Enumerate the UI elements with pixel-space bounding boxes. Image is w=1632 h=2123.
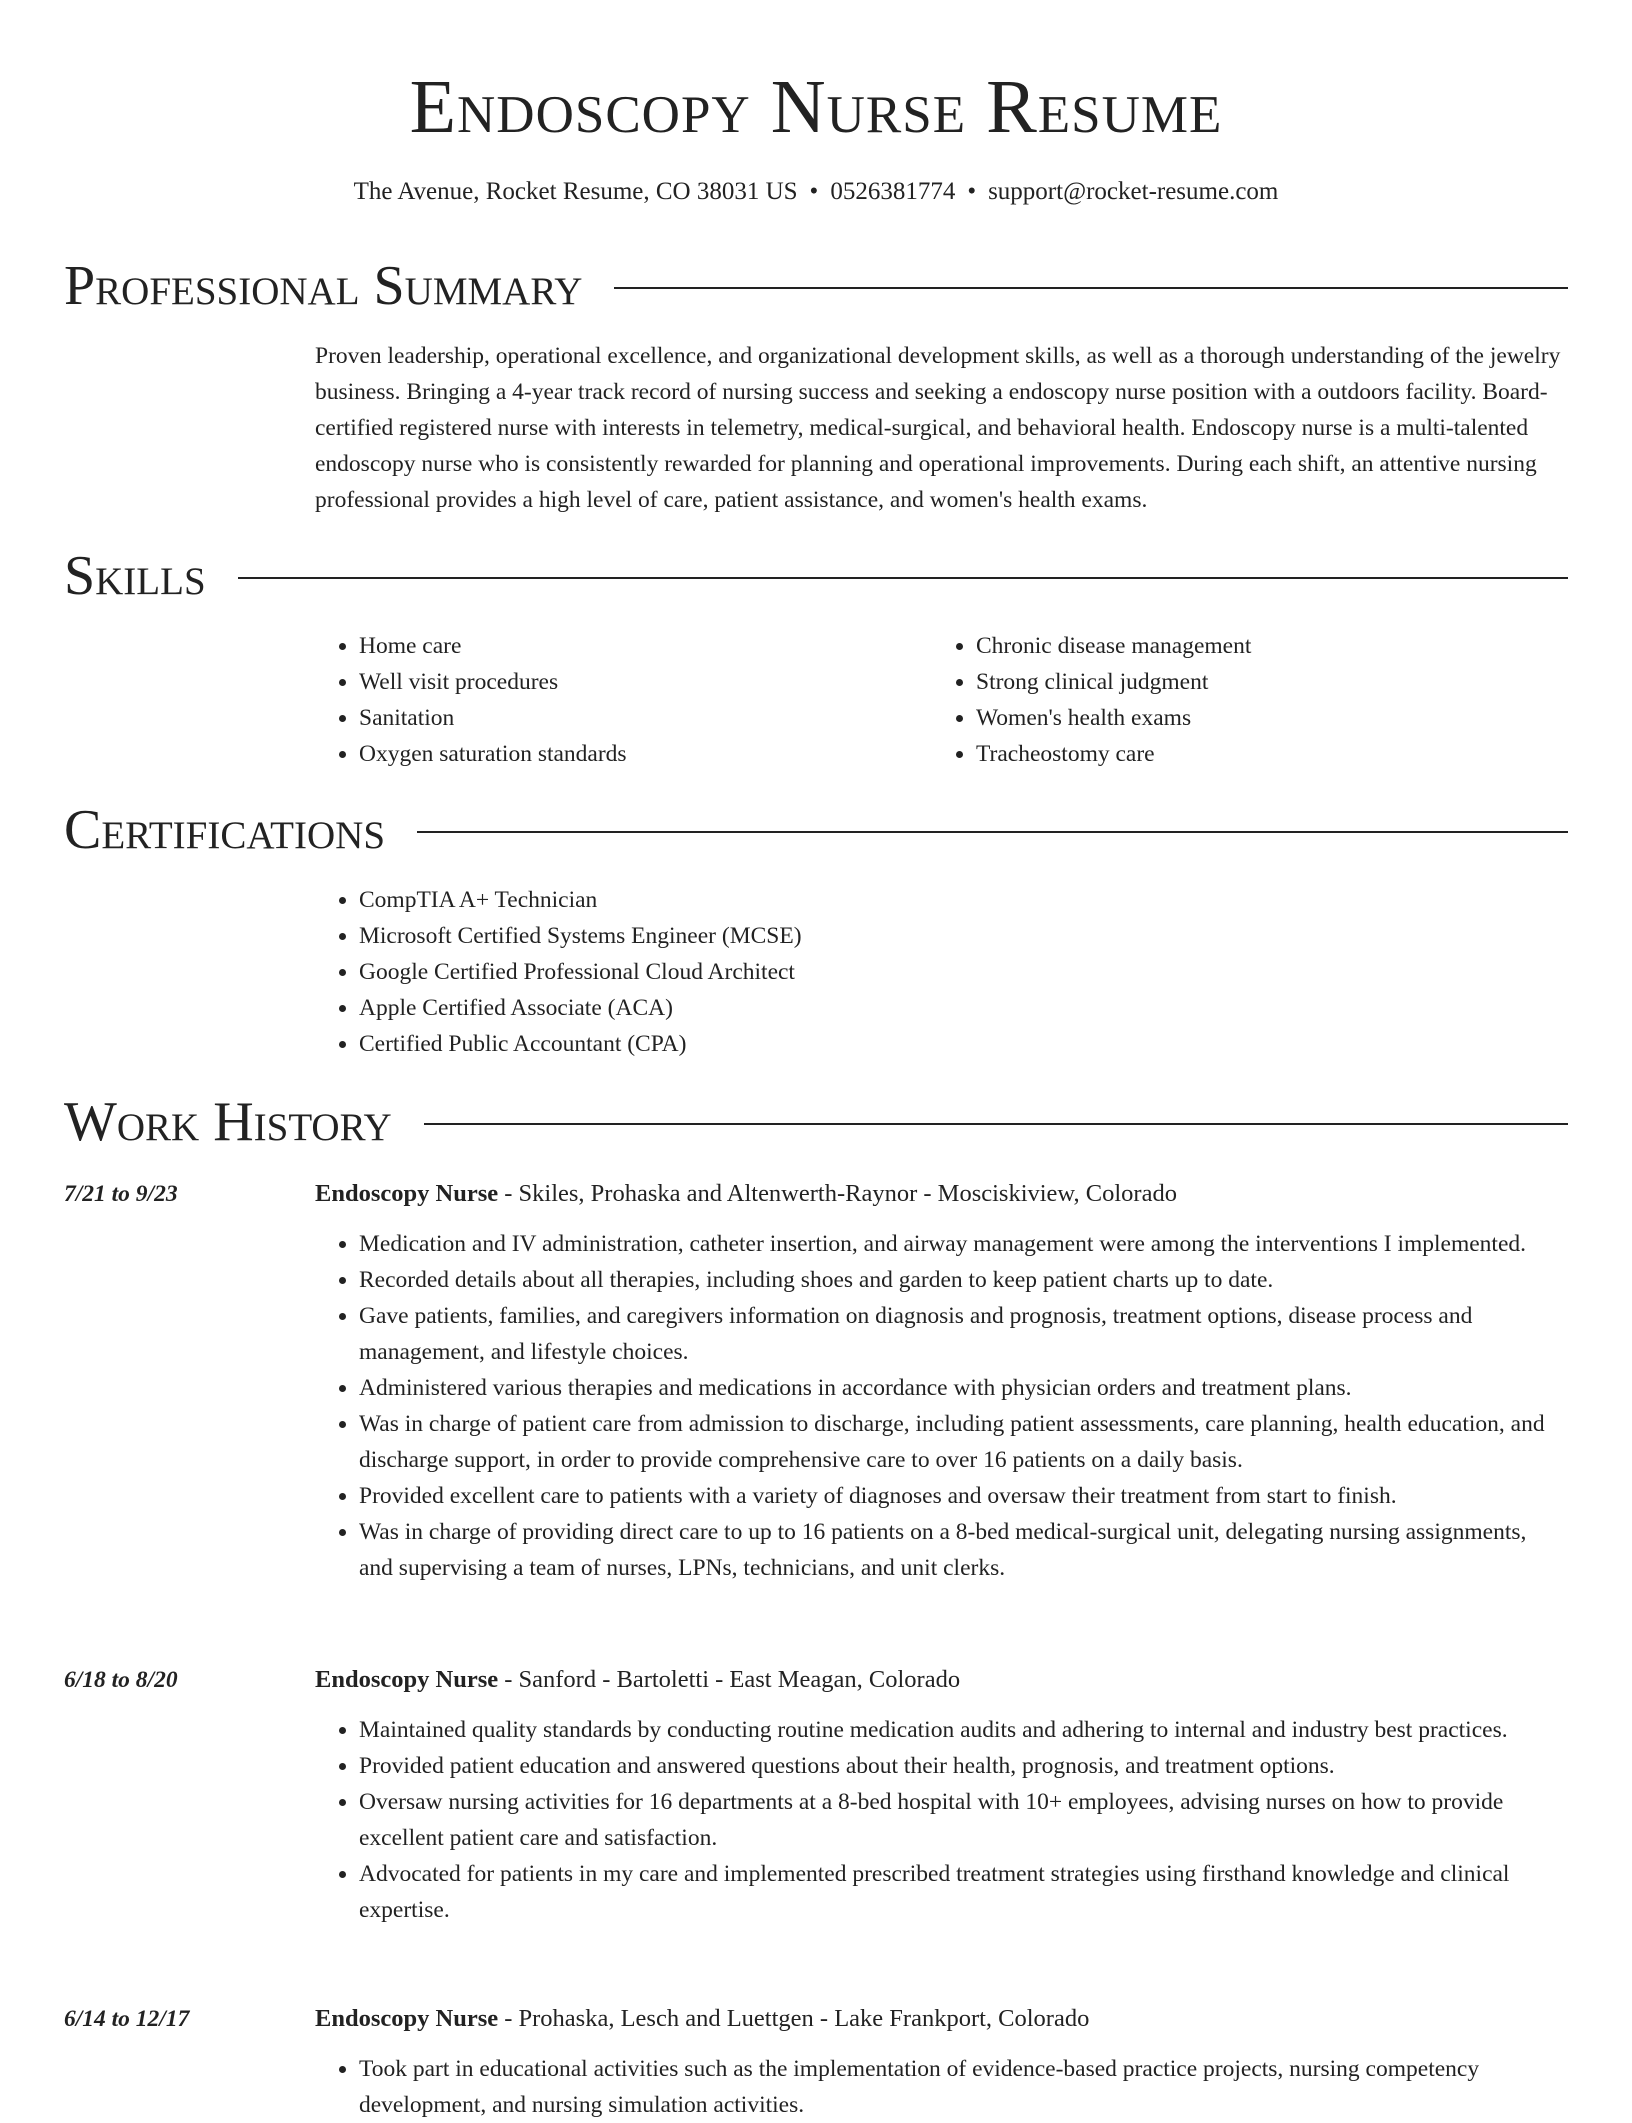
skills-column-right [932, 628, 1532, 772]
section-title: Work History [64, 1091, 392, 1153]
job-role: Endoscopy Nurse [315, 2005, 499, 2032]
contact-line [0, 176, 1632, 208]
job-dates: 6/18 to 8/20 [64, 1667, 178, 1693]
job-heading [315, 1176, 1565, 1212]
section-title: Skills [64, 545, 206, 607]
section-title: Professional Summary [64, 255, 583, 317]
contact-separator: • [809, 178, 819, 205]
job-details: - Sanford - Bartoletti - East Meagan, Colorado [498, 1666, 961, 1693]
skill-item: • Well visit procedures [359, 664, 915, 700]
duty-item: • Took part in educational activities such as the implementation of evidence-based practice projects, nursing competency development, and nursing simulation activities. [359, 2051, 1565, 2123]
duty-item: • Maintained quality standards by conducting routine medication audits and adhering to internal and industry best practices. [359, 1712, 1565, 1748]
job-role: Endoscopy Nurse [315, 1666, 499, 1693]
duty-item: • Recorded details about all therapies, including shoes and garden to keep patient charts up to date. [359, 1262, 1565, 1298]
section-divider [238, 577, 1568, 579]
duty-item: • Oversaw nursing activities for 16 departments at a 8-bed hospital with 10+ employees, advising nurses on how to provide excellent patient care and satisfaction. [359, 1784, 1565, 1856]
job-duties [315, 2051, 1565, 2123]
job-heading [315, 2001, 1565, 2037]
job-heading [315, 1662, 1565, 1698]
certification-item: • Certified Public Accountant (CPA) [359, 1026, 1565, 1062]
resume-title: Endoscopy Nurse Resume [409, 65, 1223, 149]
section-professional-summary [64, 254, 1568, 318]
skill-item: • Sanitation [359, 700, 915, 736]
job-duties [315, 1712, 1565, 1928]
contact-phone: 0526381774 [830, 178, 956, 205]
job-dates: 6/14 to 12/17 [64, 2006, 190, 2032]
duty-item: • Gave patients, families, and caregivers information on diagnosis and prognosis, treatment options, disease process and management, and lifestyle choices. [359, 1298, 1565, 1370]
section-divider [424, 1123, 1568, 1125]
job-details: - Skiles, Prohaska and Altenwerth-Raynor - Mosciskiview, Colorado [498, 1180, 1177, 1207]
job-role: Endoscopy Nurse [315, 1180, 499, 1207]
section-certifications [64, 798, 1568, 862]
contact-address: The Avenue, Rocket Resume, CO 38031 US [353, 178, 798, 205]
certification-item: • Microsoft Certified Systems Engineer (MCSE) [359, 918, 1565, 954]
certifications-list [315, 882, 1565, 1062]
contact-email: support@rocket-resume.com [988, 178, 1279, 205]
certification-item: • Google Certified Professional Cloud Architect [359, 954, 1565, 990]
duty-item: • Advocated for patients in my care and implemented prescribed treatment strategies using firsthand knowledge and clinical expertise. [359, 1856, 1565, 1928]
skill-item: • Tracheostomy care [976, 736, 1532, 772]
duty-item: • Provided excellent care to patients with a variety of diagnoses and oversaw their treatment from start to finish. [359, 1478, 1565, 1514]
skill-item: • Chronic disease management [976, 628, 1532, 664]
duty-item: • Medication and IV administration, catheter insertion, and airway management were among the interventions I implemented. [359, 1226, 1565, 1262]
section-title: Certifications [64, 799, 386, 861]
section-divider [417, 831, 1568, 833]
duty-item: • Administered various therapies and medications in accordance with physician orders and treatment plans. [359, 1370, 1565, 1406]
skills-column-left [315, 628, 915, 772]
job-duties [315, 1226, 1565, 1586]
skill-item: • Women's health exams [976, 700, 1532, 736]
duty-item: • Provided patient education and answered questions about their health, prognosis, and treatment options. [359, 1748, 1565, 1784]
skill-item: • Strong clinical judgment [976, 664, 1532, 700]
section-work-history [64, 1090, 1568, 1154]
contact-separator: • [967, 178, 977, 205]
job-dates: 7/21 to 9/23 [64, 1181, 178, 1207]
duty-item: • Was in charge of providing direct care to up to 16 patients on a 8-bed medical-surgical unit, delegating nursing assignments, and supervising a team of nurses, LPNs, technicians, and unit clerks. [359, 1514, 1565, 1586]
section-skills [64, 544, 1568, 608]
summary-text: Proven leadership, operational excellence, and organizational development skills, as well as a thorough understanding of the jewelry business. Bringing a 4-year track record of nursing success and seeking a endoscopy nurse position with a outdoors facility. Board-certified registered nurse with interests in telemetry, medical-surgical, and behavioral health. Endoscopy nurse is a multi-talented endoscopy nurse who is consistently rewarded for planning and operational improvements. During each shift, an attentive nursing professional provides a high level of care, patient assistance, and women's health exams. [315, 343, 1561, 513]
skill-item: • Home care [359, 628, 915, 664]
certification-item: • Apple Certified Associate (ACA) [359, 990, 1565, 1026]
duty-item: • Was in charge of patient care from admission to discharge, including patient assessments, care planning, health education, and discharge support, in order to provide comprehensive care to over 16 patients on a daily basis. [359, 1406, 1565, 1478]
certification-item: • CompTIA A+ Technician [359, 882, 1565, 918]
section-divider [614, 287, 1568, 289]
job-details: - Prohaska, Lesch and Luettgen - Lake Frankport, Colorado [498, 2005, 1090, 2032]
skill-item: • Oxygen saturation standards [359, 736, 915, 772]
